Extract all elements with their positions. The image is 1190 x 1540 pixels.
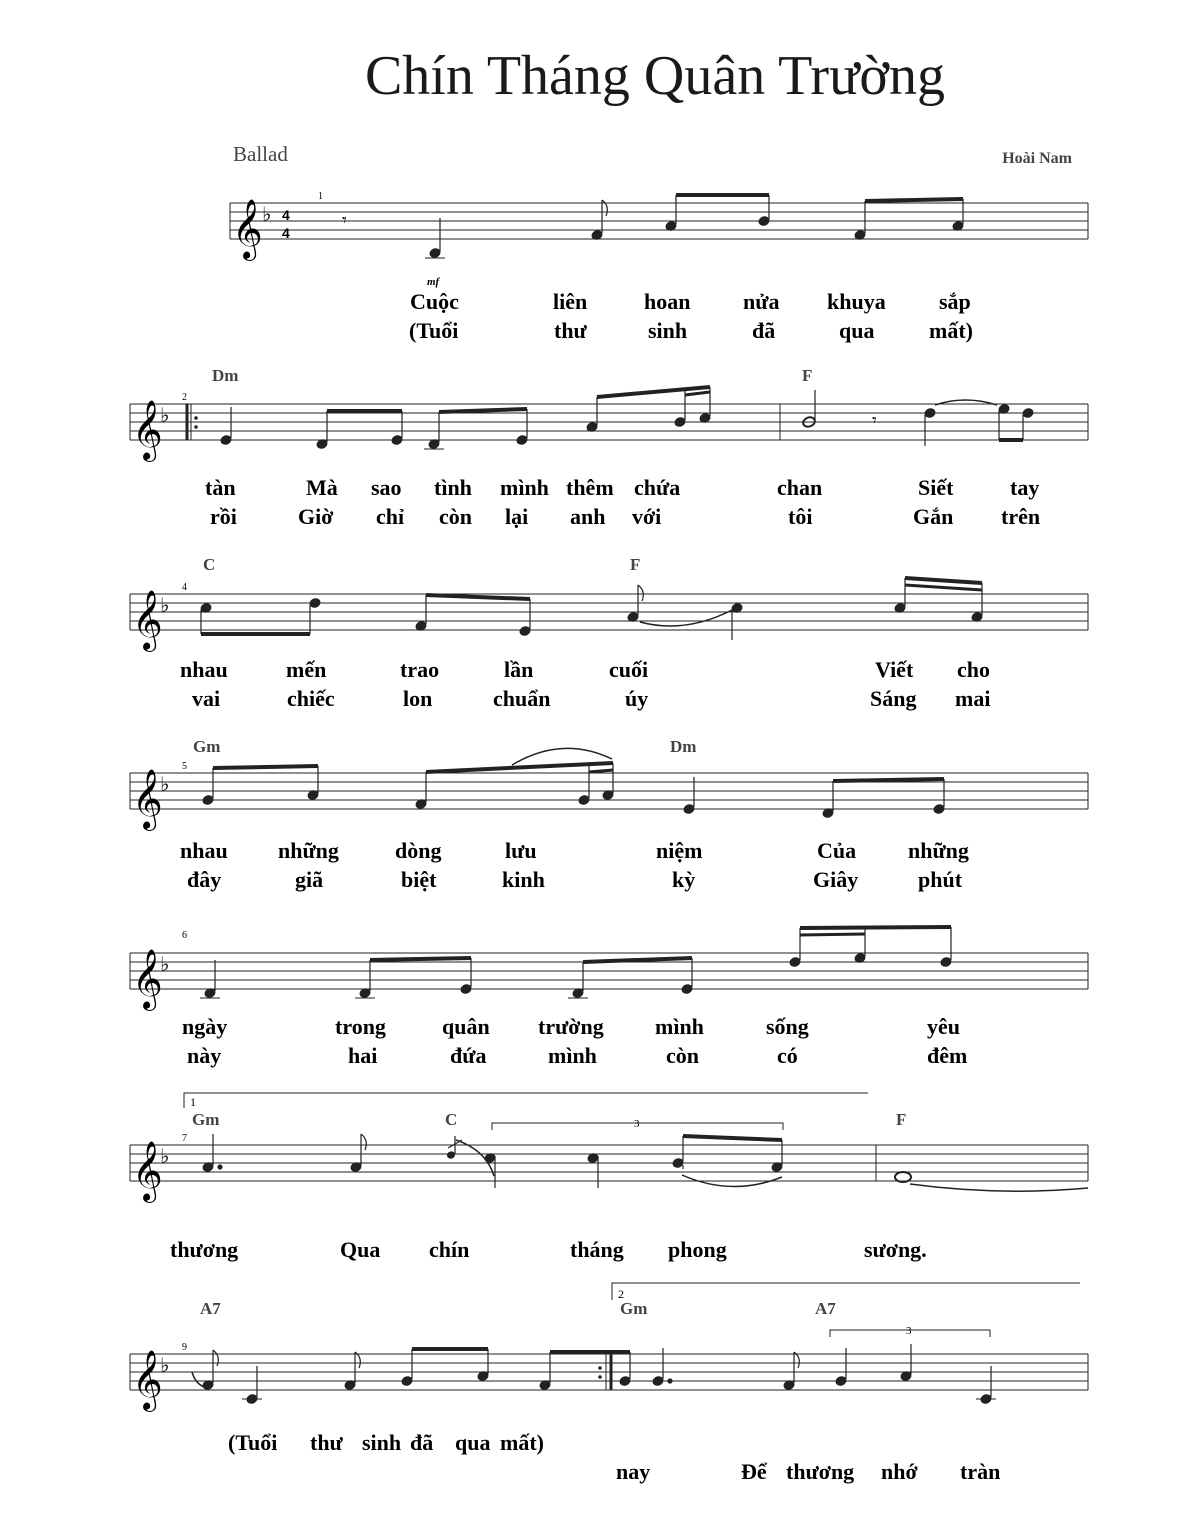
lyric: niệm bbox=[656, 838, 703, 863]
lyric: úy bbox=[625, 686, 649, 711]
lyric: (Tuổi bbox=[409, 318, 459, 343]
lyric: nhớ bbox=[881, 1459, 918, 1484]
lyric: tháng bbox=[570, 1237, 624, 1262]
lyric: những bbox=[278, 838, 339, 863]
eighth-rest-icon: 𝄾 bbox=[872, 410, 877, 430]
lyric: sắp bbox=[939, 289, 971, 314]
lyric: thêm bbox=[566, 475, 614, 500]
measure-number: 4 bbox=[182, 582, 187, 593]
chord-symbol: F bbox=[896, 1110, 907, 1129]
lyric: sao bbox=[371, 475, 402, 500]
lyric: thư bbox=[310, 1430, 343, 1455]
chord-symbol: A7 bbox=[200, 1299, 221, 1318]
lyric: khuya bbox=[827, 289, 886, 314]
lyrics-verse-2 bbox=[616, 1459, 1000, 1484]
chord-symbol: Dm bbox=[212, 366, 239, 385]
lyric: chứa bbox=[634, 475, 681, 500]
notes bbox=[202, 1344, 992, 1404]
lyric: ngày bbox=[182, 1014, 228, 1039]
lyric: Của bbox=[817, 838, 857, 863]
lyric: (Tuổi bbox=[228, 1430, 278, 1455]
lyrics-verse-2 bbox=[187, 867, 963, 892]
lyric: lại bbox=[505, 504, 529, 529]
lyric: chín bbox=[429, 1237, 470, 1262]
lyric: cuối bbox=[609, 657, 649, 682]
lyric: Để bbox=[741, 1459, 767, 1484]
staff-system-1 bbox=[230, 191, 1088, 343]
flat-sign-icon: ♭ bbox=[160, 405, 170, 427]
treble-clef-icon: 𝄞 bbox=[132, 402, 163, 459]
composer-name: Hoài Nam bbox=[1002, 150, 1072, 167]
lyric: yêu bbox=[927, 1014, 960, 1039]
lyric: trường bbox=[538, 1014, 604, 1039]
lyric: tình bbox=[434, 475, 472, 500]
lyric: mai bbox=[955, 686, 991, 711]
chord-symbol: Dm bbox=[670, 737, 697, 756]
lyric: Viết bbox=[875, 657, 914, 682]
svg-text:4: 4 bbox=[282, 225, 290, 241]
lyric: đã bbox=[410, 1430, 434, 1455]
tie bbox=[910, 1184, 1088, 1191]
treble-clef-icon: 𝄞 bbox=[132, 771, 163, 828]
measure-number: 2 bbox=[182, 392, 187, 403]
ending-number: 2 bbox=[618, 1287, 624, 1301]
lyric: dòng bbox=[395, 838, 442, 863]
lyric: mất) bbox=[929, 318, 973, 343]
flat-sign-icon: ♭ bbox=[262, 204, 272, 226]
measure-number: 5 bbox=[182, 761, 187, 772]
lyric: với bbox=[632, 504, 662, 529]
lyric: phong bbox=[668, 1237, 727, 1262]
lyric: kỳ bbox=[672, 867, 696, 892]
first-ending-bracket bbox=[184, 1093, 868, 1108]
lyrics-verse-1 bbox=[182, 1014, 960, 1039]
measure-number: 1 bbox=[318, 191, 323, 202]
lyric: lần bbox=[504, 657, 534, 682]
lyric: trong bbox=[335, 1014, 386, 1039]
lyric: chuẩn bbox=[493, 686, 551, 711]
lyric: Gắn bbox=[913, 504, 954, 529]
chord-symbol: Gm bbox=[192, 1110, 220, 1129]
lyric: Giờ bbox=[298, 504, 334, 529]
treble-clef-icon: 𝄞 bbox=[132, 1143, 163, 1200]
lyric: sương. bbox=[864, 1237, 927, 1262]
staff-system-5 bbox=[130, 927, 1088, 1068]
lyric: còn bbox=[439, 504, 472, 529]
lyric: đứa bbox=[450, 1043, 487, 1068]
lyric: đã bbox=[752, 318, 776, 343]
song-title: Chín Tháng Quân Trường bbox=[364, 45, 946, 107]
lyric: này bbox=[187, 1043, 222, 1068]
svg-text:4: 4 bbox=[282, 207, 290, 223]
chord-symbol: Gm bbox=[620, 1299, 648, 1318]
lyric: sinh bbox=[648, 318, 688, 343]
lyric: những bbox=[908, 838, 969, 863]
staff-system-6 bbox=[130, 1093, 1088, 1262]
lyric: Cuộc bbox=[410, 289, 459, 314]
measure-number: 7 bbox=[182, 1133, 187, 1144]
lyric: có bbox=[777, 1043, 798, 1068]
chord-symbol: C bbox=[203, 555, 216, 574]
lyric: trên bbox=[1001, 504, 1041, 529]
lyric: lưu bbox=[505, 838, 537, 863]
lyric: còn bbox=[666, 1043, 699, 1068]
lyric: nay bbox=[616, 1459, 651, 1484]
chord-symbol: F bbox=[630, 555, 641, 574]
measure-number: 9 bbox=[182, 1342, 187, 1353]
measure-number: 6 bbox=[182, 930, 187, 941]
staff-system-3 bbox=[130, 555, 1088, 711]
flat-sign-icon: ♭ bbox=[160, 1146, 170, 1168]
lyric: rồi bbox=[210, 504, 237, 529]
lyric: Mà bbox=[306, 475, 338, 500]
lyric: Sáng bbox=[870, 686, 917, 711]
lyric: hoan bbox=[644, 289, 691, 314]
lyrics-verse-2 bbox=[409, 318, 973, 343]
lyric: tràn bbox=[960, 1459, 1001, 1484]
lyric: thương bbox=[786, 1459, 855, 1484]
second-ending-bracket bbox=[612, 1283, 1080, 1300]
lyric: Qua bbox=[340, 1237, 381, 1262]
lyric: sống bbox=[766, 1014, 809, 1039]
lyrics-verse-1 bbox=[205, 475, 1039, 500]
flat-sign-icon: ♭ bbox=[160, 1355, 170, 1377]
lyric: giã bbox=[295, 867, 324, 892]
lyric: đêm bbox=[927, 1043, 968, 1068]
flat-sign-icon: ♭ bbox=[160, 595, 170, 617]
lyric: hai bbox=[348, 1043, 378, 1068]
lyric: chiếc bbox=[287, 686, 335, 711]
lyric: mất) bbox=[500, 1430, 544, 1455]
tuplet-number: 3 bbox=[634, 1118, 640, 1130]
lyric: tôi bbox=[788, 504, 813, 529]
treble-clef-icon: 𝄞 bbox=[132, 1352, 163, 1409]
lyric: kinh bbox=[502, 867, 545, 892]
treble-clef-icon: 𝄞 bbox=[132, 951, 163, 1008]
chord-symbol: A7 bbox=[815, 1299, 836, 1318]
lyrics-verse-2 bbox=[187, 1043, 967, 1068]
lyric: phút bbox=[918, 867, 963, 892]
lyrics-verse-1 bbox=[228, 1430, 544, 1455]
lyric: mình bbox=[548, 1043, 597, 1068]
lyric: anh bbox=[570, 504, 606, 529]
tempo-marking: Ballad bbox=[233, 142, 288, 166]
staff-system-2 bbox=[130, 366, 1088, 529]
lyrics-verse-1 bbox=[170, 1237, 927, 1262]
lyrics-verse-1 bbox=[410, 289, 971, 314]
lyric: tay bbox=[1010, 475, 1040, 500]
lyric: tàn bbox=[205, 475, 236, 500]
lyrics-verse-1 bbox=[180, 838, 969, 863]
lyric: liên bbox=[553, 289, 588, 314]
lyric: lon bbox=[403, 686, 433, 711]
chord-symbol: Gm bbox=[193, 737, 221, 756]
lyric: nhau bbox=[180, 838, 228, 863]
lyric: cho bbox=[957, 657, 990, 682]
lyric: qua bbox=[455, 1430, 491, 1455]
lyric: thư bbox=[554, 318, 587, 343]
notes bbox=[202, 1134, 911, 1188]
lyric: quân bbox=[442, 1014, 490, 1039]
lyric: đây bbox=[187, 867, 222, 892]
lyrics-verse-2 bbox=[192, 686, 990, 711]
eighth-rest-icon: 𝄾 bbox=[342, 210, 347, 230]
ending-number: 1 bbox=[190, 1095, 196, 1109]
lyric: Siết bbox=[918, 475, 954, 500]
flat-sign-icon: ♭ bbox=[160, 954, 170, 976]
lyric: nửa bbox=[743, 289, 780, 314]
staff-system-7 bbox=[130, 1283, 1088, 1484]
dynamic-marking: mf bbox=[427, 276, 440, 288]
lyric: sinh bbox=[362, 1430, 402, 1455]
lyric: nhau bbox=[180, 657, 228, 682]
lyric: chỉ bbox=[376, 504, 405, 529]
lyric: thương bbox=[170, 1237, 239, 1262]
lyric: mình bbox=[655, 1014, 704, 1039]
lyric: trao bbox=[400, 657, 440, 682]
lyrics-verse-2 bbox=[210, 504, 1040, 529]
chord-symbol: F bbox=[802, 366, 813, 385]
lyric: vai bbox=[192, 686, 221, 711]
lyric: mình bbox=[500, 475, 549, 500]
lyrics-verse-1 bbox=[180, 657, 990, 682]
lyric: qua bbox=[839, 318, 875, 343]
chord-symbol: C bbox=[445, 1110, 458, 1129]
notes bbox=[200, 578, 983, 640]
notes bbox=[429, 195, 964, 258]
lyric: biệt bbox=[401, 867, 437, 892]
tuplet-number: 3 bbox=[906, 1325, 912, 1337]
notes bbox=[204, 927, 952, 998]
treble-clef-icon: 𝄞 bbox=[132, 592, 163, 649]
staff-system-4 bbox=[130, 737, 1088, 892]
flat-sign-icon: ♭ bbox=[160, 774, 170, 796]
lyric: chan bbox=[777, 475, 823, 500]
lyric: Giây bbox=[813, 867, 859, 892]
lyric: mến bbox=[286, 657, 327, 682]
treble-clef-icon: 𝄞 bbox=[232, 201, 263, 258]
